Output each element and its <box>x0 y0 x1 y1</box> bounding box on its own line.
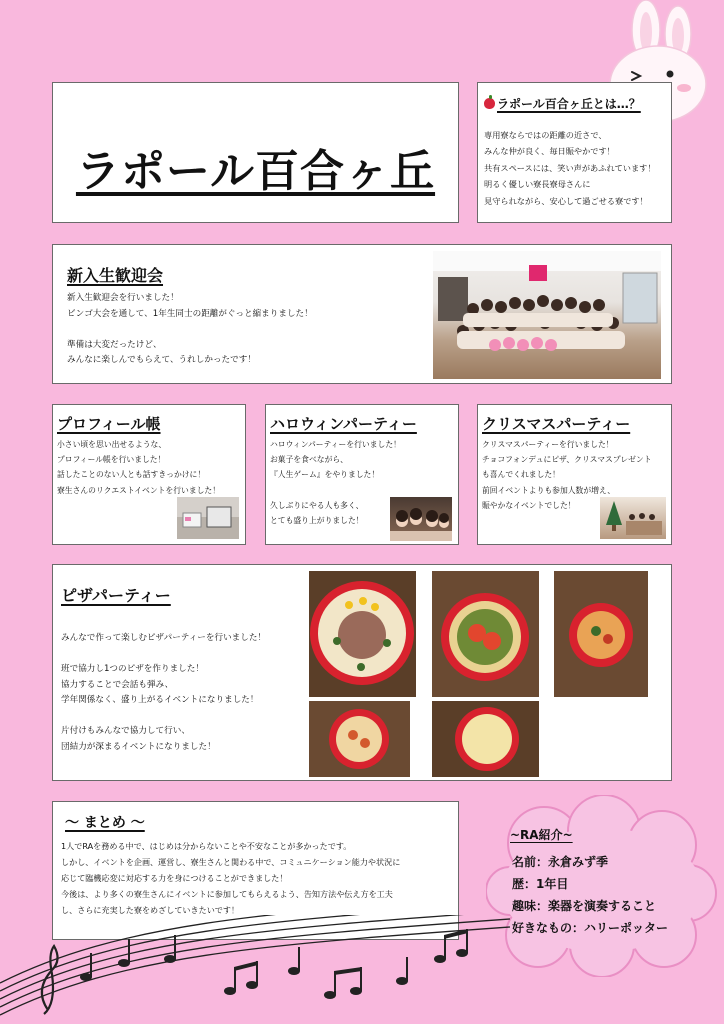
profile-text: 小さい頃を思い出せるような、 プロフィール帳を行いました！ 話したことのない人とも話すきっかけに！ 寮生さんのリクエストイベントを行いました！ <box>57 440 221 495</box>
music-notes-icon <box>0 915 520 1024</box>
halloween-heading: ハロウィンパーティー <box>270 415 417 433</box>
christmas-panel <box>477 404 672 545</box>
title-panel <box>52 82 459 223</box>
pizza-heading: ピザパーティー <box>61 586 171 605</box>
about-text: 専用寮ならではの距離の近さで、 みんな仲が良く、毎日賑やかです！ 共有スペースには、笑い声があふれています！ 明るく優しい寮長寮母さんに 見守られながら、安心して過ごせる寮です！ <box>484 130 656 206</box>
profile-panel <box>52 404 246 545</box>
summary-heading: ～ まとめ ～ <box>65 815 145 831</box>
christmas-text: クリスマスパーティーを行いました！ チョコフォンデュにピザ、クリスマスプレゼント も喜んでくれました！ 前回イベントよりも参加人数が増え、 賑やかなイベントでした！ <box>482 440 652 510</box>
christmas-heading: クリスマスパーティー <box>482 415 631 433</box>
profile-photo <box>177 497 239 539</box>
christmas-photo <box>600 497 666 539</box>
welcome-text: 新入生歓迎会を行いました！ ビンゴ大会を通して、1年生同士の距離がぐっと縮まりました！ 準備は大変だったけど、 みんなに楽しんでもらえて、うれしかったです！ <box>67 293 313 365</box>
ra-profile-list <box>512 851 668 939</box>
welcome-panel <box>52 244 672 384</box>
pizza-text: みんなで作って楽しむピザパーティーを行いました！ 班で協力し1つのピザを作りました！ 協力することで会話も弾み、 学年関係なく、盛り上がるイベントになりました！ 片付けもみんなで協力して行い、 団結力が深まるイベントになりました！ <box>61 633 267 752</box>
pizza-photo <box>309 701 410 777</box>
about-heading <box>484 95 641 112</box>
ra-favorite: 好きなもの：ハリーポッター <box>512 921 669 935</box>
summary-text: 1人でRAを務める中で、はじめは分からないことや不安なことが多かったです。 しかし、イベントを企画、運営し、寮生さんと関わる中で、コミュニケーション能力や状況に 応じて臨機応変に対応する力を身につけることができました！ 今後は、より多くの寮生さんにイベントに参加してもらえるよう、告知方法や伝え方を工夫 し、さらに充実した寮をめざしていきたいです！ <box>61 841 401 915</box>
ra-name: 名前：永倉みず季 <box>512 855 609 869</box>
pizza-photo <box>432 571 539 697</box>
pizza-photo <box>554 571 648 697</box>
halloween-photo <box>390 497 452 541</box>
welcome-heading: 新入生歓迎会 <box>67 266 164 285</box>
profile-heading: プロフィール帳 <box>57 415 161 433</box>
welcome-group-photo <box>433 251 661 379</box>
page-title: ラポール百合ヶ丘 <box>75 146 436 197</box>
halloween-text: ハロウィンパーティーを行いました！ お菓子を食べながら、 『人生ゲーム』をやりました！ 久しぶりにやる人も多く、 とても盛り上がりました！ <box>270 440 401 526</box>
ra-hobby: 趣味：楽器を演奏すること <box>512 899 657 913</box>
pizza-photo <box>309 571 416 697</box>
ra-years: 歴：1年目 <box>512 877 569 891</box>
apple-icon <box>484 98 495 109</box>
ra-heading: ~RA紹介~ <box>510 828 573 842</box>
pizza-photo <box>432 701 539 777</box>
about-heading-text: ラポール百合ヶ丘とは…？ <box>497 97 641 111</box>
halloween-panel <box>265 404 459 545</box>
pizza-panel <box>52 564 672 781</box>
about-panel <box>477 82 672 223</box>
